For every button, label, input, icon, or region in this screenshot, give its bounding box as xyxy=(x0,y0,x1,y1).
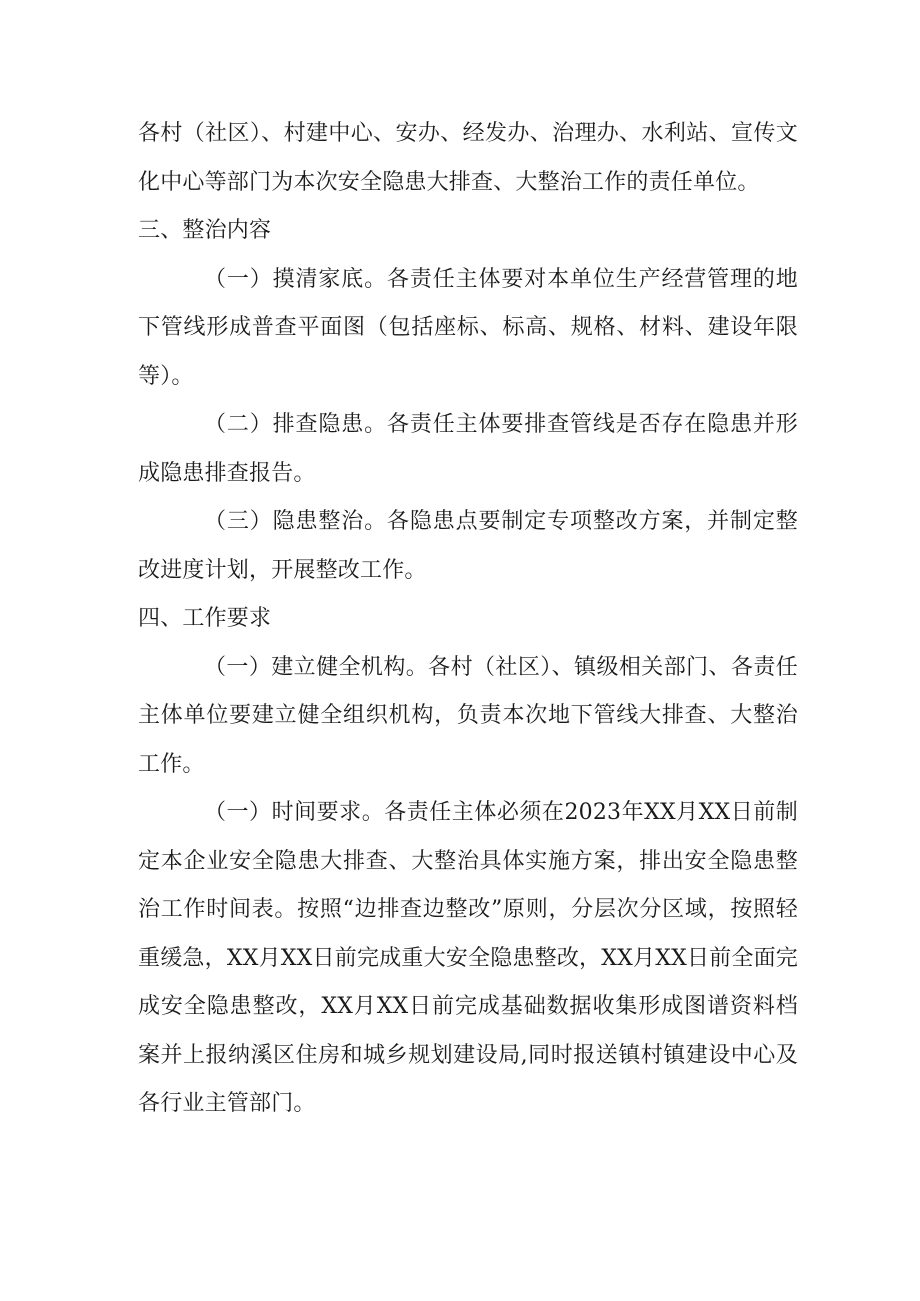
document-body xyxy=(138,110,798,1129)
section-heading-work-requirements: 四、工作要求 xyxy=(138,606,272,631)
paragraph-requirement-2: （一）时间要求。各责任主体必须在2023年XX月XX日前制定本企业安全隐患大排查、大整治具体实施方案，排出安全隐患整治工作时间表。按照“边排查边整改”原则，分层次分区域，按照轻重缓急，XX月XX日前完成重大安全隐患整改，XX月XX日前全面完成安全隐患整改，XX月XX日前完成基础数据收集形成图谱资料档案并上报纳溪区住房和城乡规划建设局,同时报送镇村镇建设中心及各行业主管部门。 xyxy=(138,800,798,1116)
section-heading-rectification-content: 三、整治内容 xyxy=(138,218,272,243)
paragraph-requirement-1: （一）建立健全机构。各村（社区）、镇级相关部门、各责任主体单位要建立健全组织机构，负责本次地下管线大排查、大整治工作。 xyxy=(138,654,798,777)
paragraph-item-3: （三）隐患整治。各隐患点要制定专项整改方案，并制定整改进度计划，开展整改工作。 xyxy=(138,509,798,583)
paragraph-responsible-units: 各村（社区）、村建中心、安办、经发办、治理办、水利站、宣传文化中心等部门为本次安全隐患大排查、大整治工作的责任单位。 xyxy=(138,121,798,195)
paragraph-item-1: （一）摸清家底。各责任主体要对本单位生产经营管理的地下管线形成普查平面图（包括座标、标高、规格、材料、建设年限等）。 xyxy=(138,266,798,389)
paragraph-item-2: （二）排查隐患。各责任主体要排查管线是否存在隐患并形成隐患排查报告。 xyxy=(138,412,798,486)
